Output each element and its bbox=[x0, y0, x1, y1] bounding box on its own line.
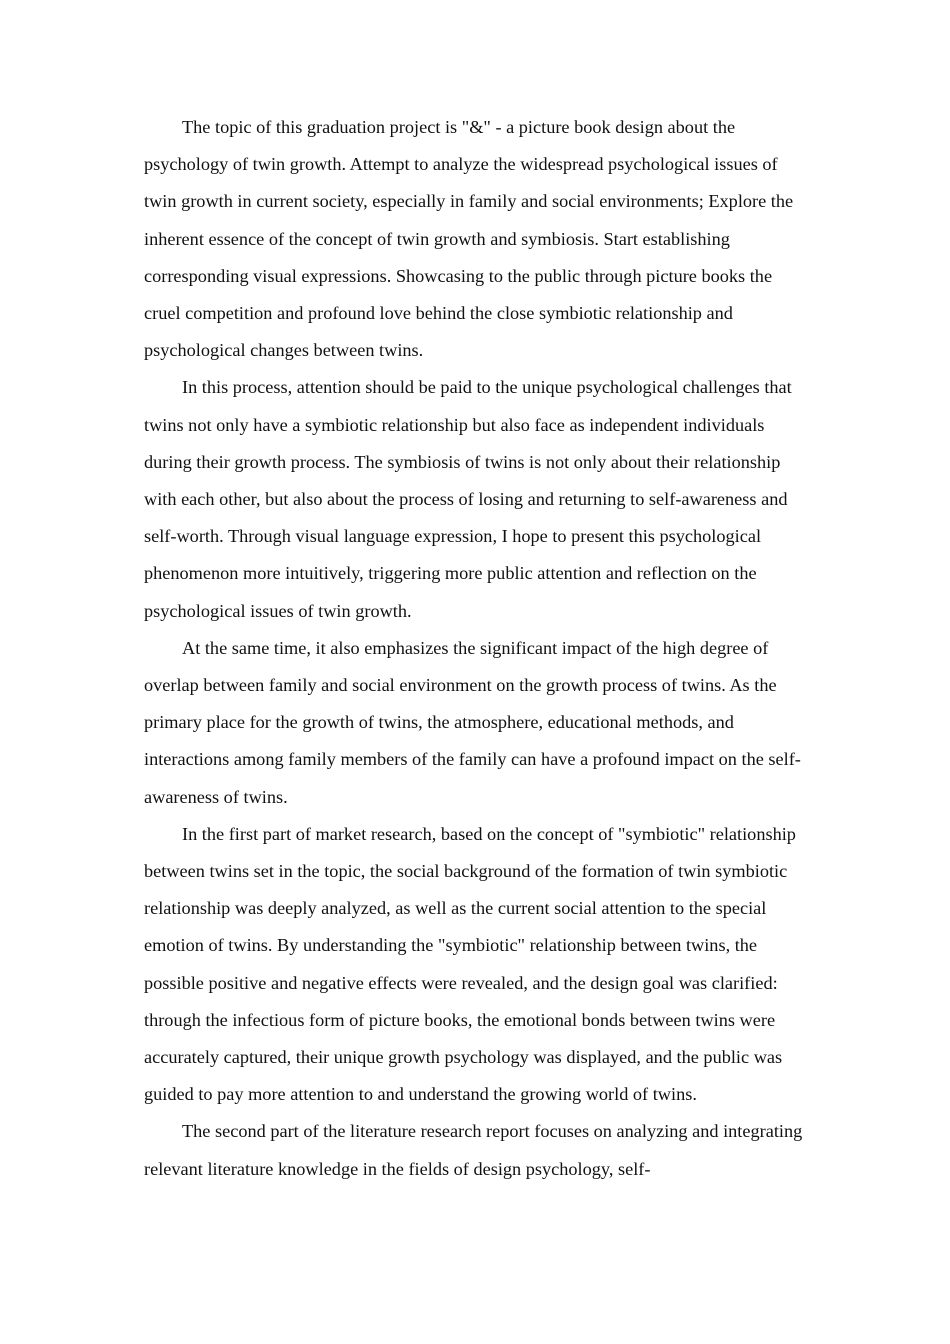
paragraph-market-research: In the first part of market research, based on the concept of "symbiotic" relationship between twins set in the topic, the social background of the formation of twin symbiotic relationship was deeply analyzed, as well as the current social attention to the special emotion of twins. By understanding the "symbiotic" relationship between twins, the possible positive and negative effects were revealed, and the design goal was clarified: through the infectious form of picture books, the emotional bonds between twins were accurately captured, their unique growth psychology was displayed, and the public was guided to pay more attention to and understand the growing world of twins. bbox=[144, 823, 796, 1105]
paragraph-project-topic: The topic of this graduation project is "&" - a picture book design about the psychology of twin growth. Attempt to analyze the widespread psychological issues of twin growth in current society, especially in family and social environments; Explore the inherent essence of the concept of twin growth and symbiosis. Start establishing corresponding visual expressions. Showcasing to the public through picture books the cruel competition and profound love behind the close symbiotic relationship and psychological changes between twins. bbox=[144, 117, 794, 361]
paragraph-psychological-challenges: In this process, attention should be paid to the unique psychological challenges that twins not only have a symbiotic relationship but also face as independent individuals during their growth process. The symbiosis of twins is not only about their relationship with each other, but also about the process of losing and returning to self-awareness and self-worth. Through visual language expression, I hope to present this psychological phenomenon more intuitively, triggering more public attention and reflection on the psychological issues of twin growth. bbox=[144, 377, 792, 621]
paragraph-literature-research: The second part of the literature research report focuses on analyzing and integrating relevant literature knowledge in the fields of design psychology, self- bbox=[144, 1121, 803, 1179]
document-body bbox=[144, 109, 806, 1188]
paragraph-family-environment: At the same time, it also emphasizes the significant impact of the high degree of overlap between family and social environment on the growth process of twins. As the primary place for the growth of twins, the atmosphere, educational methods, and interactions among family members of the family can have a profound impact on the self-awareness of twins. bbox=[144, 637, 801, 807]
